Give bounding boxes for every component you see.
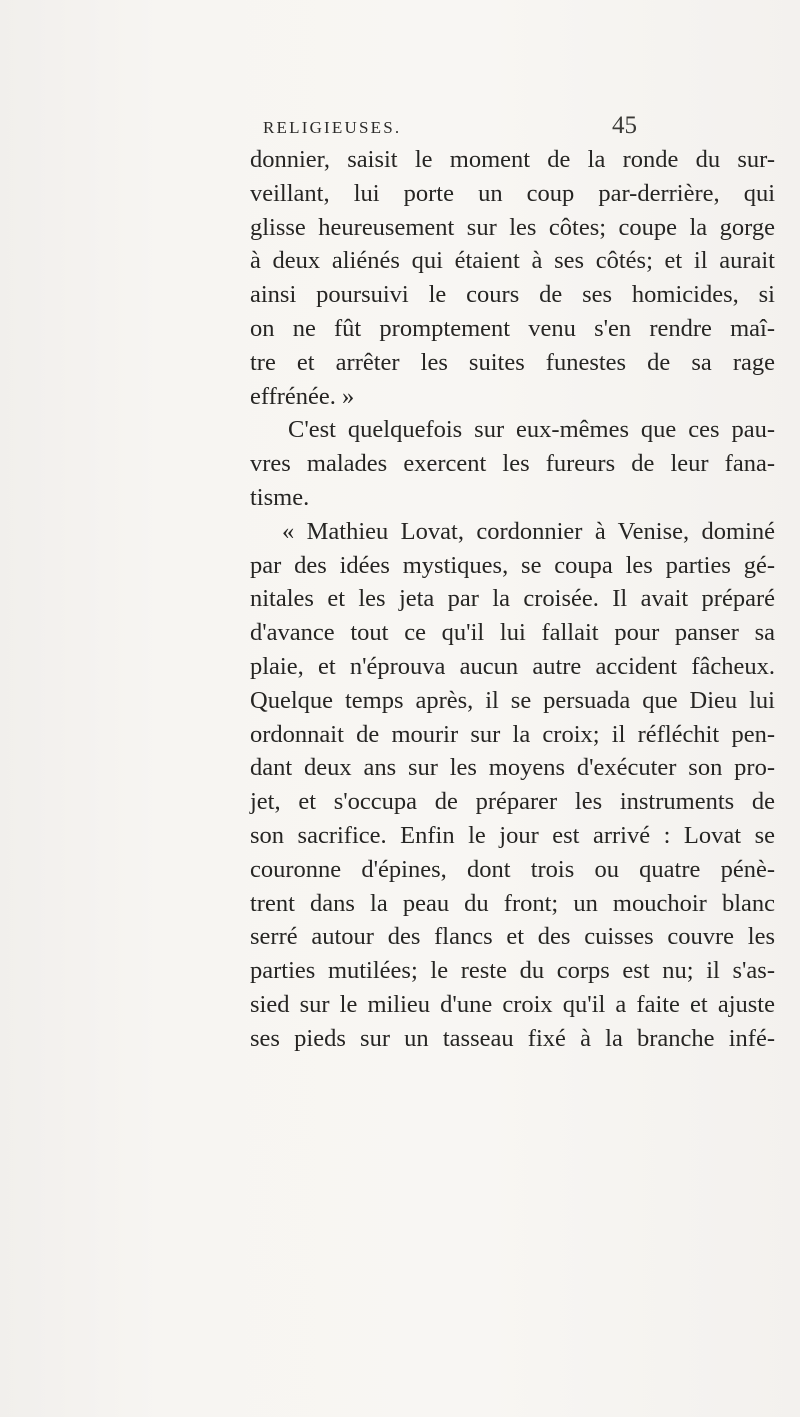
text-line: vres malades exercent les fureurs de leur fana- <box>250 450 775 478</box>
text-line: effrénée. » <box>250 382 355 410</box>
text-line: on ne fût promptement venu s'en rendre maî- <box>250 314 775 342</box>
text-line: veillant, lui porte un coup par-derrière, qui <box>250 179 775 207</box>
text-line: tre et arrêter les suites funestes de sa rage <box>250 348 775 376</box>
text-line: glisse heureusement sur les côtes; coupe la gorge <box>250 213 775 241</box>
text-line: parties mutilées; le reste du corps est nu; il s'as- <box>250 957 775 985</box>
body-text <box>250 143 775 1056</box>
text-line: « Mathieu Lovat, cordonnier à Venise, dominé <box>282 517 775 545</box>
text-line: tisme. <box>250 483 310 511</box>
text-line: sied sur le milieu d'une croix qu'il a faite et ajuste <box>250 990 775 1018</box>
text-line: son sacrifice. Enfin le jour est arrivé : Lovat se <box>250 821 775 849</box>
text-line: nitales et les jeta par la croisée. Il avait préparé <box>250 585 775 613</box>
text-line: serré autour des flancs et des cuisses couvre les <box>250 923 775 951</box>
running-head: RELIGIEUSES. <box>263 118 402 137</box>
text-line: à deux aliénés qui étaient à ses côtés; et il aurait <box>250 247 775 275</box>
text-line: par des idées mystiques, se coupa les parties gé- <box>250 551 775 579</box>
text-line: plaie, et n'éprouva aucun autre accident fâcheux. <box>250 652 775 680</box>
page-number: 45 <box>612 112 637 139</box>
text-line: dant deux ans sur les moyens d'exécuter son pro- <box>250 754 775 782</box>
text-line: donnier, saisit le moment de la ronde du sur- <box>250 146 775 173</box>
text-line: d'avance tout ce qu'il lui fallait pour panser sa <box>250 619 775 647</box>
text-line: couronne d'épines, dont trois ou quatre pénè- <box>250 855 775 883</box>
text-line: C'est quelquefois sur eux-mêmes que ces pau- <box>288 416 775 444</box>
text-line: ordonnait de mourir sur la croix; il réfléchit pen- <box>250 720 775 748</box>
text-line: trent dans la peau du front; un mouchoir blanc <box>250 889 775 917</box>
text-line: ses pieds sur un tasseau fixé à la branche infé- <box>250 1024 775 1052</box>
text-line: jet, et s'occupa de préparer les instruments de <box>250 788 775 816</box>
text-line: ainsi poursuivi le cours de ses homicides, si <box>250 281 775 309</box>
page-header <box>0 112 800 146</box>
text-line: Quelque temps après, il se persuada que Dieu lui <box>250 686 775 714</box>
